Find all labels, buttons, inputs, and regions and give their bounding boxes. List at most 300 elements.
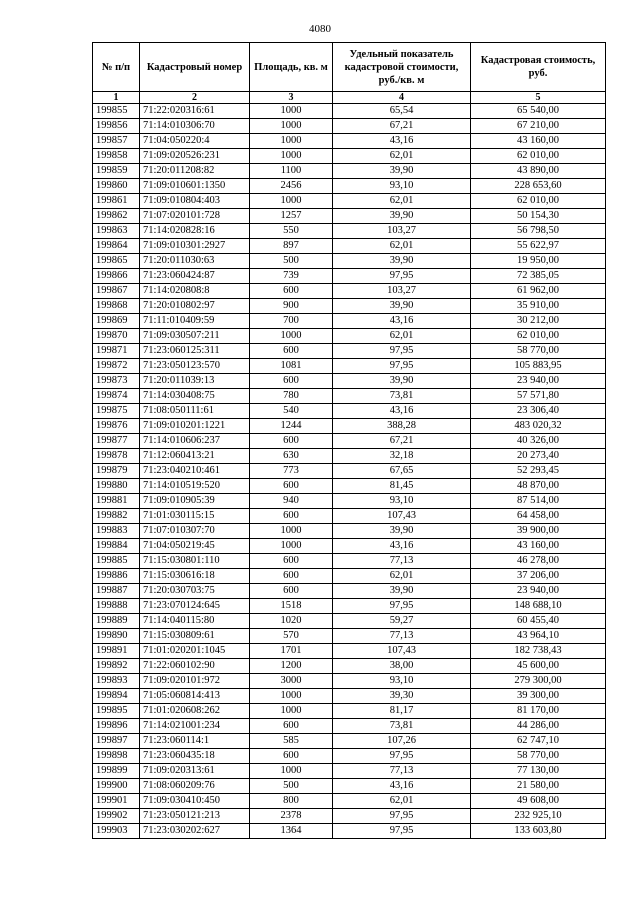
area-cell: 1701 (250, 644, 333, 659)
area-cell: 780 (250, 389, 333, 404)
unit-rate-cell: 39,90 (333, 209, 471, 224)
cadastral-value-cell: 58 770,00 (471, 749, 606, 764)
cadastral-number-cell: 71:20:011208:82 (140, 164, 250, 179)
table-row (93, 269, 606, 284)
header-cadastral-number: Кадастровый номер (140, 43, 250, 92)
row-number-cell: 199863 (93, 224, 140, 239)
row-number-cell: 199892 (93, 659, 140, 674)
area-cell: 630 (250, 449, 333, 464)
cadastral-number-cell: 71:23:040210:461 (140, 464, 250, 479)
row-number-cell: 199885 (93, 554, 140, 569)
cadastral-value-cell: 21 580,00 (471, 779, 606, 794)
cadastral-number-cell: 71:23:060125:311 (140, 344, 250, 359)
cadastral-number-cell: 71:04:050219:45 (140, 539, 250, 554)
table-row (93, 359, 606, 374)
area-cell: 1000 (250, 134, 333, 149)
column-number: 3 (250, 92, 333, 104)
cadastral-value-cell: 148 688,10 (471, 599, 606, 614)
unit-rate-cell: 62,01 (333, 329, 471, 344)
area-cell: 700 (250, 314, 333, 329)
cadastral-number-cell: 71:12:060413:21 (140, 449, 250, 464)
table-row (93, 704, 606, 719)
row-number-cell: 199877 (93, 434, 140, 449)
unit-rate-cell: 81,17 (333, 704, 471, 719)
area-cell: 1100 (250, 164, 333, 179)
area-cell: 500 (250, 254, 333, 269)
area-cell: 1000 (250, 689, 333, 704)
row-number-cell: 199874 (93, 389, 140, 404)
cadastral-value-cell: 65 540,00 (471, 104, 606, 119)
cadastral-number-cell: 71:23:050121:213 (140, 809, 250, 824)
area-cell: 1000 (250, 704, 333, 719)
unit-rate-cell: 62,01 (333, 194, 471, 209)
table-row (93, 779, 606, 794)
cadastral-value-cell: 43 890,00 (471, 164, 606, 179)
cadastral-value-cell: 55 622,97 (471, 239, 606, 254)
row-number-cell: 199891 (93, 644, 140, 659)
row-number-cell: 199876 (93, 419, 140, 434)
table-row (93, 209, 606, 224)
area-cell: 800 (250, 794, 333, 809)
table-row (93, 674, 606, 689)
unit-rate-cell: 97,95 (333, 809, 471, 824)
cadastral-value-cell: 23 306,40 (471, 404, 606, 419)
unit-rate-cell: 93,10 (333, 674, 471, 689)
cadastral-number-cell: 71:14:020808:8 (140, 284, 250, 299)
row-number-cell: 199859 (93, 164, 140, 179)
unit-rate-cell: 81,45 (333, 479, 471, 494)
table-row (93, 374, 606, 389)
unit-rate-cell: 38,00 (333, 659, 471, 674)
row-number-cell: 199873 (93, 374, 140, 389)
unit-rate-cell: 97,95 (333, 359, 471, 374)
cadastral-number-cell: 71:14:010306:70 (140, 119, 250, 134)
cadastral-value-cell: 182 738,43 (471, 644, 606, 659)
cadastral-value-cell: 46 278,00 (471, 554, 606, 569)
row-number-cell: 199862 (93, 209, 140, 224)
unit-rate-cell: 67,65 (333, 464, 471, 479)
cadastral-number-cell: 71:04:050220:4 (140, 134, 250, 149)
area-cell: 1244 (250, 419, 333, 434)
row-number-cell: 199880 (93, 479, 140, 494)
table-row (93, 509, 606, 524)
area-cell: 1020 (250, 614, 333, 629)
row-number-cell: 199865 (93, 254, 140, 269)
row-number-cell: 199860 (93, 179, 140, 194)
table-row (93, 824, 606, 839)
row-number-cell: 199878 (93, 449, 140, 464)
unit-rate-cell: 97,95 (333, 344, 471, 359)
unit-rate-cell: 59,27 (333, 614, 471, 629)
cadastral-number-cell: 71:23:060424:87 (140, 269, 250, 284)
table-row (93, 659, 606, 674)
cadastral-number-cell: 71:01:030115:15 (140, 509, 250, 524)
row-number-cell: 199902 (93, 809, 140, 824)
unit-rate-cell: 73,81 (333, 389, 471, 404)
area-cell: 1257 (250, 209, 333, 224)
area-cell: 600 (250, 434, 333, 449)
table-row (93, 134, 606, 149)
cadastral-value-cell: 57 571,80 (471, 389, 606, 404)
row-number-cell: 199896 (93, 719, 140, 734)
header-row-number: № п/п (93, 43, 140, 92)
cadastral-value-cell: 81 170,00 (471, 704, 606, 719)
cadastral-number-cell: 71:09:010601:1350 (140, 179, 250, 194)
area-cell: 600 (250, 554, 333, 569)
unit-rate-cell: 97,95 (333, 824, 471, 839)
area-cell: 1000 (250, 524, 333, 539)
cadastral-value-cell: 67 210,00 (471, 119, 606, 134)
table-row (93, 224, 606, 239)
unit-rate-cell: 67,21 (333, 434, 471, 449)
unit-rate-cell: 43,16 (333, 539, 471, 554)
row-number-cell: 199895 (93, 704, 140, 719)
area-cell: 1000 (250, 194, 333, 209)
cadastral-number-cell: 71:14:010606:237 (140, 434, 250, 449)
row-number-cell: 199890 (93, 629, 140, 644)
table-row (93, 119, 606, 134)
cadastral-value-cell: 87 514,00 (471, 494, 606, 509)
cadastral-value-cell: 43 160,00 (471, 134, 606, 149)
cadastral-value-cell: 39 900,00 (471, 524, 606, 539)
area-cell: 600 (250, 374, 333, 389)
row-number-cell: 199869 (93, 314, 140, 329)
area-cell: 739 (250, 269, 333, 284)
cadastral-number-cell: 71:08:050111:61 (140, 404, 250, 419)
cadastral-value-cell: 20 273,40 (471, 449, 606, 464)
cadastral-value-cell: 77 130,00 (471, 764, 606, 779)
unit-rate-cell: 93,10 (333, 179, 471, 194)
cadastral-number-cell: 71:23:060114:1 (140, 734, 250, 749)
cadastral-number-cell: 71:09:010905:39 (140, 494, 250, 509)
area-cell: 1200 (250, 659, 333, 674)
unit-rate-cell: 97,95 (333, 269, 471, 284)
unit-rate-cell: 107,43 (333, 644, 471, 659)
table-row (93, 419, 606, 434)
table-row (93, 449, 606, 464)
area-cell: 2456 (250, 179, 333, 194)
row-number-cell: 199901 (93, 794, 140, 809)
unit-rate-cell: 62,01 (333, 794, 471, 809)
table-row (93, 764, 606, 779)
cadastral-value-cell: 61 962,00 (471, 284, 606, 299)
cadastral-value-table (92, 42, 606, 839)
row-number-cell: 199899 (93, 764, 140, 779)
area-cell: 600 (250, 284, 333, 299)
area-cell: 1000 (250, 119, 333, 134)
row-number-cell: 199898 (93, 749, 140, 764)
area-cell: 1000 (250, 149, 333, 164)
table-row (93, 494, 606, 509)
cadastral-value-cell: 60 455,40 (471, 614, 606, 629)
table-row (93, 809, 606, 824)
table-row (93, 794, 606, 809)
header-unit-rate: Удельный показатель кадастровой стоимости, руб./кв. м (333, 43, 471, 92)
table-row (93, 164, 606, 179)
cadastral-value-cell: 228 653,60 (471, 179, 606, 194)
unit-rate-cell: 77,13 (333, 764, 471, 779)
table-row (93, 404, 606, 419)
row-number-cell: 199864 (93, 239, 140, 254)
cadastral-number-cell: 71:09:020526:231 (140, 149, 250, 164)
table-row (93, 524, 606, 539)
table-row (93, 734, 606, 749)
table-row (93, 329, 606, 344)
table-row (93, 149, 606, 164)
cadastral-number-cell: 71:23:050123:570 (140, 359, 250, 374)
cadastral-number-cell: 71:11:010409:59 (140, 314, 250, 329)
table-row (93, 299, 606, 314)
unit-rate-cell: 62,01 (333, 239, 471, 254)
cadastral-number-cell: 71:07:010307:70 (140, 524, 250, 539)
cadastral-number-cell: 71:14:040115:80 (140, 614, 250, 629)
row-number-cell: 199893 (93, 674, 140, 689)
unit-rate-cell: 43,16 (333, 314, 471, 329)
unit-rate-cell: 39,90 (333, 164, 471, 179)
cadastral-number-cell: 71:09:010804:403 (140, 194, 250, 209)
cadastral-value-cell: 62 010,00 (471, 194, 606, 209)
area-cell: 773 (250, 464, 333, 479)
cadastral-number-cell: 71:14:010519:520 (140, 479, 250, 494)
cadastral-number-cell: 71:09:030507:211 (140, 329, 250, 344)
cadastral-value-cell: 483 020,32 (471, 419, 606, 434)
cadastral-number-cell: 71:22:020316:61 (140, 104, 250, 119)
cadastral-number-cell: 71:20:011039:13 (140, 374, 250, 389)
unit-rate-cell: 73,81 (333, 719, 471, 734)
unit-rate-cell: 43,16 (333, 404, 471, 419)
table-row (93, 194, 606, 209)
cadastral-value-cell: 58 770,00 (471, 344, 606, 359)
cadastral-number-cell: 71:14:020828:16 (140, 224, 250, 239)
row-number-cell: 199897 (93, 734, 140, 749)
area-cell: 570 (250, 629, 333, 644)
cadastral-value-cell: 40 326,00 (471, 434, 606, 449)
cadastral-value-cell: 30 212,00 (471, 314, 606, 329)
table-row (93, 644, 606, 659)
area-cell: 600 (250, 719, 333, 734)
cadastral-value-cell: 105 883,95 (471, 359, 606, 374)
unit-rate-cell: 39,90 (333, 299, 471, 314)
cadastral-number-cell: 71:05:060814:413 (140, 689, 250, 704)
unit-rate-cell: 39,30 (333, 689, 471, 704)
row-number-cell: 199868 (93, 299, 140, 314)
row-number-cell: 199871 (93, 344, 140, 359)
table-row (93, 599, 606, 614)
unit-rate-cell: 77,13 (333, 554, 471, 569)
table-row (93, 719, 606, 734)
cadastral-number-cell: 71:22:060102:90 (140, 659, 250, 674)
cadastral-value-cell: 62 010,00 (471, 149, 606, 164)
row-number-cell: 199881 (93, 494, 140, 509)
table-row (93, 614, 606, 629)
cadastral-value-cell: 23 940,00 (471, 374, 606, 389)
cadastral-value-cell: 43 964,10 (471, 629, 606, 644)
table-row (93, 344, 606, 359)
cadastral-number-cell: 71:09:010301:2927 (140, 239, 250, 254)
cadastral-value-cell: 279 300,00 (471, 674, 606, 689)
table-row (93, 464, 606, 479)
row-number-cell: 199882 (93, 509, 140, 524)
row-number-cell: 199889 (93, 614, 140, 629)
row-number-cell: 199886 (93, 569, 140, 584)
unit-rate-cell: 39,90 (333, 524, 471, 539)
unit-rate-cell: 62,01 (333, 149, 471, 164)
row-number-cell: 199867 (93, 284, 140, 299)
table-row (93, 569, 606, 584)
cadastral-number-cell: 71:15:030616:18 (140, 569, 250, 584)
table-row (93, 314, 606, 329)
header-area: Площадь, кв. м (250, 43, 333, 92)
table-row (93, 629, 606, 644)
cadastral-number-cell: 71:20:010802:97 (140, 299, 250, 314)
area-cell: 2378 (250, 809, 333, 824)
area-cell: 500 (250, 779, 333, 794)
unit-rate-cell: 388,28 (333, 419, 471, 434)
unit-rate-cell: 103,27 (333, 224, 471, 239)
row-number-cell: 199894 (93, 689, 140, 704)
unit-rate-cell: 62,01 (333, 569, 471, 584)
cadastral-number-cell: 71:09:020101:972 (140, 674, 250, 689)
column-number: 5 (471, 92, 606, 104)
cadastral-value-cell: 64 458,00 (471, 509, 606, 524)
row-number-cell: 199866 (93, 269, 140, 284)
table-row (93, 479, 606, 494)
table-row (93, 284, 606, 299)
row-number-cell: 199861 (93, 194, 140, 209)
table-row (93, 689, 606, 704)
unit-rate-cell: 107,26 (333, 734, 471, 749)
column-number: 4 (333, 92, 471, 104)
table-row (93, 539, 606, 554)
header-cadastral-value: Кадастровая стоимость, руб. (471, 43, 606, 92)
row-number-cell: 199883 (93, 524, 140, 539)
area-cell: 897 (250, 239, 333, 254)
cadastral-value-cell: 62 747,10 (471, 734, 606, 749)
cadastral-number-cell: 71:15:030809:61 (140, 629, 250, 644)
column-number-row (93, 92, 606, 104)
table-row (93, 254, 606, 269)
table-row (93, 239, 606, 254)
cadastral-number-cell: 71:20:030703:75 (140, 584, 250, 599)
cadastral-number-cell: 71:20:011030:63 (140, 254, 250, 269)
cadastral-value-cell: 19 950,00 (471, 254, 606, 269)
cadastral-number-cell: 71:07:020101:728 (140, 209, 250, 224)
unit-rate-cell: 43,16 (333, 134, 471, 149)
cadastral-value-cell: 72 385,05 (471, 269, 606, 284)
row-number-cell: 199887 (93, 584, 140, 599)
area-cell: 540 (250, 404, 333, 419)
cadastral-number-cell: 71:23:060435:18 (140, 749, 250, 764)
unit-rate-cell: 39,90 (333, 584, 471, 599)
cadastral-number-cell: 71:01:020608:262 (140, 704, 250, 719)
table-row (93, 749, 606, 764)
cadastral-number-cell: 71:23:030202:627 (140, 824, 250, 839)
cadastral-value-cell: 133 603,80 (471, 824, 606, 839)
unit-rate-cell: 77,13 (333, 629, 471, 644)
unit-rate-cell: 39,90 (333, 254, 471, 269)
cadastral-value-cell: 62 010,00 (471, 329, 606, 344)
cadastral-value-cell: 23 940,00 (471, 584, 606, 599)
area-cell: 900 (250, 299, 333, 314)
table-header-row (93, 43, 606, 92)
area-cell: 550 (250, 224, 333, 239)
row-number-cell: 199888 (93, 599, 140, 614)
area-cell: 600 (250, 509, 333, 524)
table-row (93, 584, 606, 599)
unit-rate-cell: 67,21 (333, 119, 471, 134)
cadastral-number-cell: 71:08:060209:76 (140, 779, 250, 794)
table-row (93, 104, 606, 119)
area-cell: 600 (250, 584, 333, 599)
column-number: 2 (140, 92, 250, 104)
cadastral-value-cell: 43 160,00 (471, 539, 606, 554)
cadastral-value-cell: 56 798,50 (471, 224, 606, 239)
row-number-cell: 199875 (93, 404, 140, 419)
row-number-cell: 199884 (93, 539, 140, 554)
area-cell: 1518 (250, 599, 333, 614)
row-number-cell: 199872 (93, 359, 140, 374)
cadastral-value-cell: 49 608,00 (471, 794, 606, 809)
unit-rate-cell: 93,10 (333, 494, 471, 509)
area-cell: 600 (250, 479, 333, 494)
unit-rate-cell: 65,54 (333, 104, 471, 119)
cadastral-value-cell: 37 206,00 (471, 569, 606, 584)
cadastral-value-cell: 39 300,00 (471, 689, 606, 704)
unit-rate-cell: 97,95 (333, 599, 471, 614)
unit-rate-cell: 107,43 (333, 509, 471, 524)
area-cell: 585 (250, 734, 333, 749)
row-number-cell: 199903 (93, 824, 140, 839)
row-number-cell: 199900 (93, 779, 140, 794)
unit-rate-cell: 32,18 (333, 449, 471, 464)
unit-rate-cell: 39,90 (333, 374, 471, 389)
area-cell: 600 (250, 344, 333, 359)
area-cell: 940 (250, 494, 333, 509)
cadastral-number-cell: 71:14:030408:75 (140, 389, 250, 404)
area-cell: 1081 (250, 359, 333, 374)
cadastral-value-cell: 35 910,00 (471, 299, 606, 314)
row-number-cell: 199879 (93, 464, 140, 479)
cadastral-value-cell: 52 293,45 (471, 464, 606, 479)
cadastral-number-cell: 71:01:020201:1045 (140, 644, 250, 659)
area-cell: 1000 (250, 104, 333, 119)
table-row (93, 389, 606, 404)
cadastral-value-cell: 44 286,00 (471, 719, 606, 734)
row-number-cell: 199870 (93, 329, 140, 344)
row-number-cell: 199857 (93, 134, 140, 149)
cadastral-number-cell: 71:15:030801:110 (140, 554, 250, 569)
row-number-cell: 199856 (93, 119, 140, 134)
table-row (93, 179, 606, 194)
table-row (93, 554, 606, 569)
table-row (93, 434, 606, 449)
cadastral-value-cell: 45 600,00 (471, 659, 606, 674)
cadastral-value-cell: 232 925,10 (471, 809, 606, 824)
row-number-cell: 199855 (93, 104, 140, 119)
row-number-cell: 199858 (93, 149, 140, 164)
unit-rate-cell: 43,16 (333, 779, 471, 794)
cadastral-number-cell: 71:09:030410:450 (140, 794, 250, 809)
cadastral-number-cell: 71:09:020313:61 (140, 764, 250, 779)
cadastral-number-cell: 71:09:010201:1221 (140, 419, 250, 434)
area-cell: 1000 (250, 764, 333, 779)
area-cell: 1000 (250, 539, 333, 554)
cadastral-value-cell: 50 154,30 (471, 209, 606, 224)
unit-rate-cell: 97,95 (333, 749, 471, 764)
unit-rate-cell: 103,27 (333, 284, 471, 299)
cadastral-number-cell: 71:14:021001:234 (140, 719, 250, 734)
area-cell: 600 (250, 749, 333, 764)
